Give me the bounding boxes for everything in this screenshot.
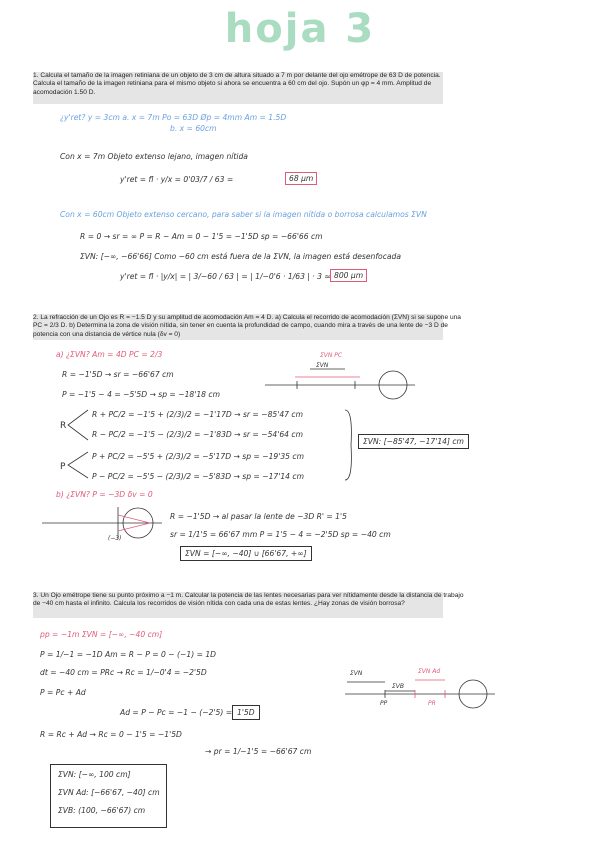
- p3-line-6: R = Rc + Ad → Rc = 0 − 1'5 = −1'5D: [40, 730, 182, 739]
- p1-data-line-2: b. x = 60cm: [170, 124, 217, 133]
- p3-line-1: pp = −1m ΣVN = [−∞, −40 cm]: [40, 630, 163, 639]
- p2-b-heading: b) ¿ΣVN? P = −3D δv = 0: [56, 490, 153, 499]
- page-title: hoja 3: [224, 6, 376, 52]
- p1-result-2: 800 µm: [330, 269, 367, 282]
- p2-eye-diagram: [265, 355, 415, 405]
- p2-b-line-1: R = −1'5D → al pasar la lente de −3D R' = 1'5: [170, 512, 347, 521]
- p3-diagram-svn: ΣVN: [350, 670, 363, 677]
- p2-right-bracket: [343, 410, 355, 480]
- p3-line-2: P = 1/−1 = −1D Am = R − P = 0 − (−1) = 1D: [40, 650, 217, 659]
- p3-line-5: Ad = P − Pc = −1 − (−2'5) =: [120, 708, 233, 717]
- p2-branch-braces: [60, 400, 100, 480]
- p2-b-lens-label: (−3): [108, 535, 122, 542]
- p2-b-result: ΣVN = [−∞, −40] ∪ [66'67, +∞]: [180, 546, 312, 561]
- p2-a-r1: R + PC/2 = −1'5 + (2/3)/2 = −1'17D → sr = −85'47 cm: [92, 410, 303, 419]
- problem-3-statement: 3. Un Ojo emétrope tiene su punto próximo a −1 m. Calcular la potencia de las lentes necesarias para ver nítidamente desde la distancia de trabajo de −40 cm hasta el infinito. Calcula los recorridos de visión nítida con cada una de estas lentes. ¿Hay zonas de visión borrosa?: [33, 592, 464, 608]
- p3-summary-3: ΣVB: (100, −66'67) cm: [58, 806, 146, 815]
- p2-b-lens-diagram: [42, 505, 162, 545]
- p1-line-5: ΣVN: [−∞, −66'66] Como −60 cm está fuera de la ΣVN, la imagen está desenfocada: [80, 252, 401, 261]
- p3-diagram-pp: PP: [380, 700, 388, 707]
- p3-diagram-svb: ΣVB: [392, 683, 405, 690]
- p3-line-7: → pr = 1/−1'5 = −66'67 cm: [205, 747, 312, 756]
- p2-diagram-sub: ΣVN: [316, 362, 329, 369]
- p3-diagram-svn-ad: ΣVN Ad: [418, 668, 441, 675]
- svg-text:P: P: [60, 462, 66, 472]
- p1-line-4: R = 0 → sr = ∞ P = R − Am = 0 − 1'5 = −1'5D sp = −66'66 cm: [80, 232, 323, 241]
- p2-a-p1: P + PC/2 = −5'5 + (2/3)/2 = −5'17D → sp = −19'35 cm: [92, 452, 304, 461]
- p3-line-4: P = Pc + Ad: [40, 688, 86, 697]
- p2-a-r: R = −1'5D → sr = −66'67 cm: [62, 370, 174, 379]
- p1-line-1: Con x = 7m Objeto extenso lejano, imagen nítida: [60, 152, 248, 161]
- p1-line-2: y'ret = fl · y/x = 0'03/7 / 63 =: [120, 175, 234, 184]
- p3-summary-2: ΣVN Ad: [−66'67, −40] cm: [58, 788, 160, 797]
- p2-a-p2: P − PC/2 = −5'5 − (2/3)/2 = −5'83D → sp = −17'14 cm: [92, 472, 304, 481]
- p3-diagram-pr: PR: [428, 700, 436, 707]
- svg-text:R: R: [60, 421, 67, 431]
- p1-result-1: 68 µm: [285, 172, 317, 185]
- p2-a-heading: a) ¿ΣVN? Am = 4D PC = 2/3: [56, 350, 163, 359]
- p2-a-p: P = −1'5 − 4 = −5'5D → sp = −18'18 cm: [62, 390, 220, 399]
- p3-result-1: 1'5D: [232, 705, 260, 720]
- problem-1-statement: 1. Calcula el tamaño de la imagen retiniana de un objeto de 3 cm de altura situado a 7 m por delante del ojo emétrope de 63 D de potencia. Calcula el tamaño de la imagen retiniana para el mismo objeto si ahora se encuentra a 60 cm del ojo. Supón un φp = 4 mm. Amplitud de acomodación 1.50 D.: [33, 72, 441, 96]
- p2-diagram-label: ΣVN PC: [320, 352, 343, 359]
- p2-a-r2: R − PC/2 = −1'5 − (2/3)/2 = −1'83D → sr = −54'64 cm: [92, 430, 303, 439]
- p2-b-line-2: sr = 1/1'5 = 66'67 mm P = 1'5 − 4 = −2'5D sp = −40 cm: [170, 530, 391, 539]
- p3-line-3: dt = −40 cm = PRc → Rc = 1/−0'4 = −2'5D: [40, 668, 207, 677]
- p1-data-line: ¿y'ret? y = 3cm a. x = 7m Po = 63D Øp = 4mm Am = 1.5D: [60, 113, 287, 122]
- p3-summary-1: ΣVN: [−∞, 100 cm]: [58, 770, 131, 779]
- p2-a-result: ΣVN: [−85'47, −17'14] cm: [358, 434, 469, 449]
- problem-2-statement: 2. La refracción de un Ojo es R = −1.5 D y su amplitud de acomodación Am = 4 D. a) Calcula el recorrido de acomodación (ΣVN) si se supone una PC = 2/3 D. b) Determina la zona de visión nítida, sin tener en cuenta la profundidad de campo, cuando mira a través de una lente de −3 D de potencia con una distancia de vértice nula (δv = 0): [33, 314, 461, 338]
- p1-line-3: Con x = 60cm Objeto extenso cercano, para saber si la imagen nítida o borrosa calculamos ΣVN: [60, 210, 427, 219]
- p1-line-6: y'ret = fl · |y/x| = | 3/−60 / 63 | = | 1/−0'6 · 1/63 | · 3 ≈: [120, 272, 331, 281]
